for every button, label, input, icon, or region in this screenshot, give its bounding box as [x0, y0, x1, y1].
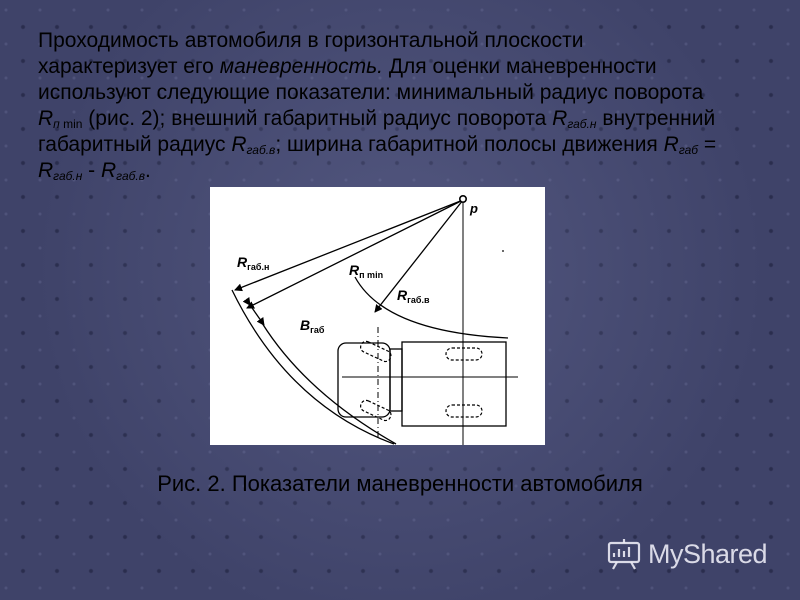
symbol-r-gab-n-2: $R_{габ.н}$ — [38, 159, 83, 183]
label-r-gab-v: $R_{габ.в}$ — [397, 287, 430, 305]
body-paragraph — [38, 28, 765, 184]
presentation-board-icon — [606, 537, 642, 571]
maneuverability-diagram — [210, 187, 545, 445]
text-line-3: используют следующие показатели: минимальный радиус поворота — [38, 81, 704, 104]
text-line-1: Проходимость автомобиля в горизонтальной плоскости — [38, 29, 584, 52]
front-wheel-right — [359, 399, 393, 422]
label-r-n-min: $R_{п min}$ — [349, 262, 384, 280]
text-segment: ; ширина габаритной полосы движения — [275, 133, 664, 156]
width-dimension — [250, 305, 264, 325]
text-segment: - — [82, 159, 101, 182]
rear-wheel-left — [446, 348, 482, 360]
figure-caption: Рис. 2. Показатели маневренности автомобиля — [157, 471, 643, 496]
diagram-svg — [210, 187, 545, 445]
emphasis-maneuverability: маневренность. — [219, 55, 383, 78]
subscript-n-min: п min — [53, 117, 83, 131]
symbol-r-gab-v-2: $R_{габ.в}$ — [101, 159, 145, 183]
text-line-2-end: Для оценки маневренности — [382, 55, 657, 78]
truck-cab — [338, 343, 390, 417]
symbol-r-gab-v: $R_{габ.в}$ — [231, 133, 276, 157]
watermark-text: MyShared — [648, 538, 768, 569]
min-radius-arc — [262, 323, 396, 444]
text-segment: (рис. 2); внешний габаритный радиус поворота — [82, 107, 553, 130]
label-b-gab: $B_{габ}$ — [300, 317, 325, 335]
text-segment: = — [698, 133, 717, 156]
symbol-r-gab-n: $R_{габ.н}$ — [552, 107, 597, 131]
myshared-watermark — [606, 537, 767, 571]
pivot-point — [460, 196, 466, 202]
label-p: p — [470, 201, 478, 216]
text-line-2-start: характеризует его — [38, 55, 220, 78]
text-segment: . — [144, 159, 151, 182]
symbol-r-n-min: R — [38, 107, 54, 130]
cab-step — [390, 349, 402, 411]
text-segment: внутренний — [596, 107, 716, 130]
radius-line-min — [247, 200, 463, 308]
symbol-r-gab: $R_{габ}$ — [663, 133, 699, 157]
truck-body — [402, 342, 506, 426]
rear-wheel-right — [446, 405, 482, 417]
label-r-gab-n: $R_{габ.н}$ — [237, 254, 270, 272]
text-segment: габаритный радиус — [38, 133, 232, 156]
